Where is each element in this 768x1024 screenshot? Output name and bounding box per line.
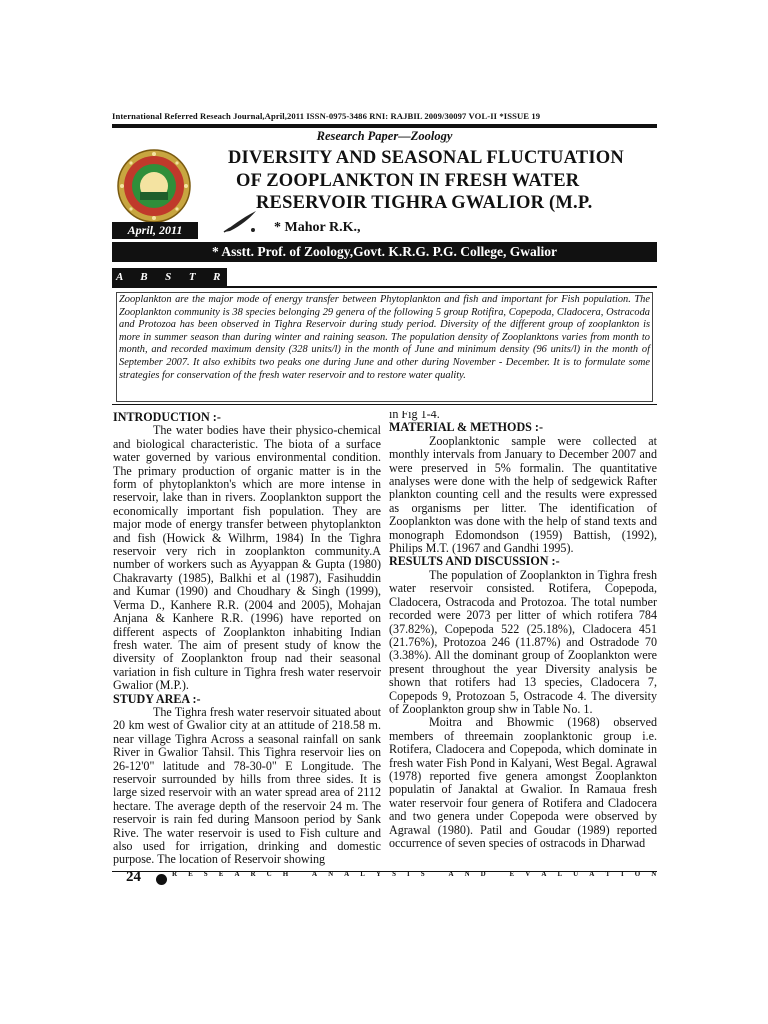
footer-letter <box>551 870 553 878</box>
footer-letter <box>497 870 499 878</box>
methods-paragraph: Zooplanktonic sample were collected at monthly intervals from January to December 2007 and were preserved in 5% formalin. The quantitative analyses were done with the help of sedgewick Rafter plankton counting cell and the results were expressed as organisms per litter. The identification of Zooplankton was done with the help of stand texts and monograph Edomondson (1959) Battish, (1992), Philips M.T. (1967 and Gandhi 1995). <box>389 433 657 556</box>
footer-letter <box>370 870 372 878</box>
footer-letter <box>490 870 492 878</box>
footer-letter <box>414 870 416 878</box>
footer-letter <box>628 870 630 878</box>
footer-letter <box>322 870 324 878</box>
issue-date-label: April, 2011 <box>112 222 198 239</box>
footer-letter <box>293 870 295 878</box>
footer-letter: A <box>589 870 595 878</box>
study-area-heading: STUDY AREA :- <box>113 691 201 706</box>
footer-letter <box>354 870 356 878</box>
footer-letter <box>429 870 431 878</box>
footer-letter <box>583 870 585 878</box>
footer-letter: C <box>266 870 272 878</box>
abstract-rule <box>112 286 657 288</box>
footer-running-title <box>172 870 657 878</box>
footer-letter <box>299 870 301 878</box>
introduction-paragraph: The water bodies have their physico-chemical and biological characteristic. The biota of a surface water governed by various environmental condition. The primary production of organic matter is in the form of phytoplankton's which are more intense in reservoir, lake than in rivers. Zooplankton support the economically important fish population. They are major mode of energy transfer between phytoplankton and fish (Howick & Wilhrm, 1984) In the Tighra reservoir very rich in zooplankton community.A number of workers such as Ayyappan & Gupta (1980) Chakravarty (1985), Balkhi et al (1987), Fasihuddin and Kumar (1990) and Choudhary & Singh (1999), Verma D., Kanhere R.R. (2004 and 2005), Mohajan Anjana & Kanhere R.R. (1996) have reported on different aspects of Zooplankton inhabiting Indian fresh water. The aim of present study of know the diversity of Zooplankton froup nad their seasonal variation in fish culture in Tighra fresh water reservoir Gwalior (M.P.). <box>113 423 381 693</box>
footer-letter <box>567 870 569 878</box>
footer-letter: I <box>407 870 410 878</box>
footer-letter <box>338 870 340 878</box>
footer-letter: S <box>392 870 396 878</box>
footer-letter: D <box>480 870 486 878</box>
right-column <box>389 411 657 868</box>
footer-letter: T <box>605 870 610 878</box>
footer-letter <box>615 870 617 878</box>
abstract-bottom-rule <box>112 404 657 405</box>
footer-letter: A <box>448 870 454 878</box>
footer-letter <box>182 870 184 878</box>
footer-letter <box>645 870 647 878</box>
footer-letter: E <box>188 870 193 878</box>
footer-letter: N <box>651 870 657 878</box>
continued-text: in Fig 1-4. <box>389 411 440 421</box>
footer-letter: U <box>573 870 579 878</box>
footer-letter: O <box>634 870 641 878</box>
section-label: Research Paper—Zoology <box>316 129 453 143</box>
author-affiliation: * Asstt. Prof. of Zoology,Govt. K.R.G. P.G. College, Gwalior <box>112 242 657 262</box>
footer-letter <box>535 870 537 878</box>
results-paragraph-1: The population of Zooplankton in Tighra fresh water reservoir consisted. Rotifera, Copepoda, Cladocera, Ostracoda and Protozoa. The total number recorded were 2073 per litter of which rotifera 784 (37.82%), Copepoda 522 (25.18%), Cladocera 451 (21.76%), Protozoa 246 (11.87%) and Ostradode 70 (3.38%). All the dominant group of Zooplankton were present throughout the year Diversity analysis be shown that rotifers had 13 species, Cladocera 7, Copepods 9, Protozoan 5, Ostracode 4. The diversity of Zooplankton group shw in Table No. 1. <box>389 567 657 716</box>
footer-letter <box>474 870 476 878</box>
footer-bullet-icon <box>156 874 167 885</box>
footer-letter: S <box>203 870 208 878</box>
footer-letter: L <box>557 870 563 878</box>
footer-letter: E <box>218 870 224 878</box>
footer-letter <box>197 870 199 878</box>
footer-letter: A <box>234 870 240 878</box>
results-paragraph-2: Moitra and Bhowmic (1968) observed members of threemain zooplanktonic group i.e. Rotifera, Cladocera and Copepoda, which dominate in fresh water Fish Pond in Kalyani, West Begal. Agrawal (1978) reported five genera amongst Zooplankton populatin of Janaktal at Gwalior. In Ramaua fresh water reservoir four genera of Rotifera and Cladocera and two genera under Copepoda were observed by Agrawal (1980). Patil and Goudar (1989) reported occurrence of seven species of ostracods in Dharwad <box>389 715 657 850</box>
footer-letter <box>228 870 230 878</box>
footer-letter: R <box>250 870 256 878</box>
footer-letter: N <box>464 870 470 878</box>
footer-letter: Y <box>375 870 382 878</box>
article-title-line-3: RESERVOIR TIGHRA GWALIOR (M.P. <box>256 193 593 213</box>
footer-letter <box>401 870 403 878</box>
journal-header: International Referred Reseach Journal,April,2011 ISSN-0975-3486 RNI: RAJBIL 2009/30097 VOL-II *ISSUE 19 <box>112 111 541 121</box>
footer-letter <box>436 870 438 878</box>
footer-letter <box>503 870 505 878</box>
page-number: 24 <box>126 869 141 885</box>
footer-letter: I <box>621 870 624 878</box>
footer-letter: A <box>541 870 547 878</box>
footer-letter <box>386 870 388 878</box>
footer-letter: A <box>344 870 350 878</box>
footer-letter <box>260 870 262 878</box>
footer-letter: E <box>509 870 515 878</box>
footer-letter: A <box>311 870 318 878</box>
article-title-line-2: OF ZOOPLANKTON IN FRESH WATER <box>236 171 580 191</box>
abstract-text: Zooplankton are the major mode of energy transfer between Phytoplankton and fish and important for Fish population. The Zooplankton community is 38 species belonging 29 genera of the following 5 group Rotifira, Copepoda, Cladocera, Ostracoda and Protozoa has been observed in Tighra Reservoir during study period. Diversity of the different group of zooplankton is more in summer season than during winter and raining season. The population density of Zooplanktons varies from month to month, and recorded maximum density (328 units/l) in the month of June and minimum density (96 units/l) in the month of September 2007. It also exhibits two peaks one during June and other during November - December. It is to formulate some strategies for conservation of the fresh water reservoir and to restore water quality. <box>116 292 653 402</box>
footer-letter <box>244 870 246 878</box>
introduction-heading: INTRODUCTION :- <box>113 411 221 424</box>
methods-heading: MATERIAL & METHODS :- <box>389 420 543 435</box>
results-heading: RESULTS AND DISCUSSION :- <box>389 554 560 569</box>
footer-letter: R <box>172 870 178 878</box>
journal-logo-seal <box>114 148 194 224</box>
footer-letter <box>519 870 521 878</box>
quill-pen-icon <box>220 208 260 236</box>
footer-letter: L <box>360 870 365 878</box>
footer-letter: V <box>525 870 531 878</box>
footer-letter <box>599 870 601 878</box>
author-name: * Mahor R.K., <box>274 220 361 235</box>
left-column <box>113 411 381 868</box>
footer-letter <box>212 870 214 878</box>
footer-letter <box>276 870 278 878</box>
footer-letter: N <box>328 870 334 878</box>
footer-letter: S <box>420 870 425 878</box>
abstract-label: A B S T R A C T <box>112 268 227 286</box>
article-title-line-1: DIVERSITY AND SEASONAL FLUCTUATION <box>228 148 624 168</box>
footer-letter: H <box>282 870 289 878</box>
top-rule <box>112 124 657 128</box>
footer-letter <box>458 870 460 878</box>
footer-letter <box>442 870 444 878</box>
footer-letter <box>306 870 308 878</box>
study-area-paragraph: The Tighra fresh water reservoir situated about 20 km west of Gwalior city at an attitude of 218.58 m. near village Tighra Across a seasonal rainfall on sank River in Gwalior Tahsil. This Tighra reservoir lies on 26-12'0" latitude and 78-30-0" E Longitude. The reservoir surrounded by hills from three sides. It is large sized reservoir with an water spread area of 2112 hectare. The average depth of the reservoir 24 m. The reservoir is rain fed during Mansoon period by Sank Rive. The water reservoir is used to Fish culture and also used for irrigation, drinking and domestic purpose. The location of Reservoir showing <box>113 704 381 867</box>
